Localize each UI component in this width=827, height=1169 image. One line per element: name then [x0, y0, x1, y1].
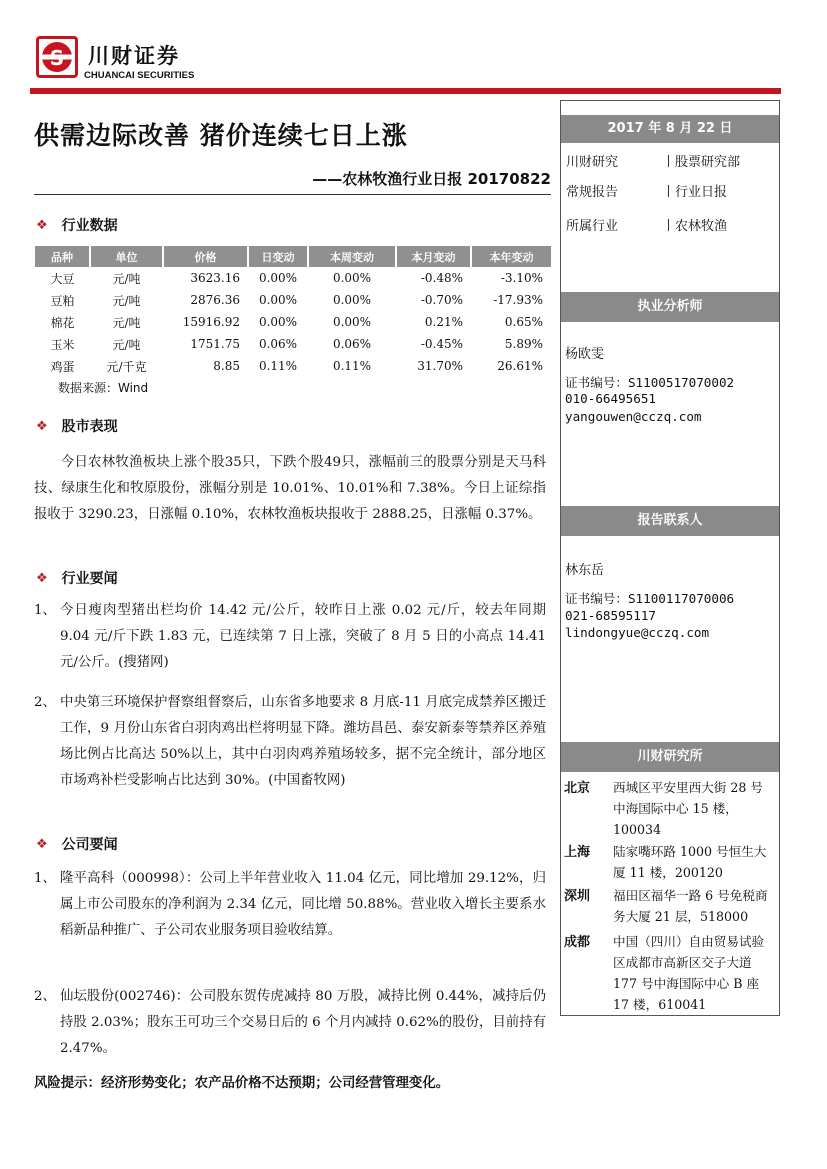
contact-email: lindongyue@cczq.com — [565, 625, 710, 640]
diamond-bullet-icon: ❖ — [36, 418, 48, 434]
office-city: 北京 — [564, 781, 591, 796]
analyst-cert: 证书编号：S1100517070002 — [565, 375, 735, 390]
meta-row-research — [566, 151, 741, 170]
institute-heading: 川财研究所 — [561, 742, 779, 772]
table-cell: -0.70% — [420, 293, 463, 307]
table-cell: 31.70% — [417, 359, 463, 373]
table-cell: -17.93% — [493, 293, 543, 307]
meta-value: 丨农林牧渔 — [662, 219, 728, 234]
meta-label: 常规报告 — [566, 185, 619, 200]
table-cell: 元/吨 — [112, 293, 141, 308]
section-heading-market: ❖ 股市表现 — [36, 418, 118, 435]
table-cell: 15916.92 — [182, 315, 240, 329]
table-cell: 0.21% — [424, 315, 463, 329]
office-city: 上海 — [564, 845, 591, 860]
list-item-number: 2、 — [34, 989, 56, 1004]
table-cell: 大豆 — [50, 271, 75, 286]
list-item — [34, 984, 546, 1062]
analyst-heading: 执业分析师 — [561, 292, 779, 322]
svg-text:S: S — [49, 46, 65, 70]
table-row — [35, 355, 551, 377]
office-city: 成都 — [564, 935, 591, 950]
list-item-text: 中央第三环境保护督察组督察后，山东省多地要求 8 月底-11 月底完成禁养区搬迁工作，9 月份山东省白羽肉鸡出栏将明显下降。潍坊昌邑、泰安新泰等禁养区养殖场比例占比高达 50%以上，其中白羽肉鸡养殖场较多，据不完全统计，部分地区市场鸡补栏受影响占比达到 30%。(中国畜牧网) — [60, 695, 546, 788]
analyst-name: 杨欧雯 — [565, 347, 605, 362]
section-heading-company-news: ❖ 公司要闻 — [36, 836, 118, 853]
table-cell: 0.00% — [332, 315, 372, 329]
diamond-bullet-icon: ❖ — [36, 217, 48, 233]
brand-logo-icon — [36, 36, 78, 78]
contact-heading: 报告联系人 — [561, 506, 779, 536]
meta-label: 所属行业 — [566, 219, 619, 234]
table-cell: -3.10% — [500, 271, 543, 285]
table-cell: 元/吨 — [112, 337, 141, 352]
list-item-number: 2、 — [34, 695, 56, 710]
table-cell: 0.65% — [504, 315, 543, 329]
table-cell: 0.11% — [258, 359, 298, 373]
report-subtitle: ——农林牧渔行业日报 20170822 — [312, 170, 551, 188]
list-item-number: 1、 — [34, 871, 56, 886]
analyst-phone: 010-66495651 — [565, 391, 656, 406]
office-address: 西城区平安里西大街 28 号中海国际中心 15 楼，100034 — [613, 780, 763, 837]
office-address: 福田区福华一路 6 号免税商务大厦 21 层，518000 — [613, 888, 768, 924]
table-header-cell: 价格 — [163, 246, 248, 267]
list-item-text: 仙坛股份(002746)：公司股东贺传虎减持 80 万股，减持比例 0.44%，减持后仍持股 2.03%；股东王可功三个交易日后的 6 个月内减持 0.62%的股份，目前持有 2.47%。 — [60, 989, 546, 1056]
table-header-cell: 日变动 — [248, 246, 308, 267]
table-row — [35, 289, 551, 311]
table-row — [35, 311, 551, 333]
meta-label: 川财研究 — [566, 155, 619, 170]
meta-value: 丨股票研究部 — [662, 155, 741, 170]
office-address: 中国（四川）自由贸易试验区成都市高新区交子大道 177 号中海国际中心 B 座 17 楼，610041 — [613, 934, 765, 1012]
table-cell: 3623.16 — [190, 271, 240, 285]
brand-name-en: CHUANCAI SECURITIES — [84, 70, 195, 81]
table-cell: 0.00% — [258, 271, 298, 285]
header-divider — [30, 88, 781, 94]
brand-name: 川财证券 — [88, 44, 180, 68]
table-cell: 鸡蛋 — [50, 359, 75, 374]
report-title: 供需边际改善 猪价连续七日上涨 — [34, 121, 408, 150]
table-cell: 2876.36 — [190, 293, 240, 307]
sidebar — [560, 100, 780, 1016]
market-paragraph: 今日农林牧渔板块上涨个股35只，下跌个股49只，涨幅前三的股票分别是天马科技、绿康生化和牧原股份，涨幅分别是 10.01%、10.01%和 7.38%。今日上证综指报收于 3290.23，日涨幅 0.10%，农林牧渔板块报收于 2888.25，日涨幅 0.37%。 — [34, 455, 546, 522]
meta-value: 丨行业日报 — [662, 185, 728, 200]
list-item-text: 今日瘦肉型猪出栏均价 14.42 元/公斤，较昨日上涨 0.02 元/斤，较去年同期 9.04 元/斤下跌 1.83 元，已连续第 7 日上涨，突破了 8 月 5 日的小高点 14.41 元/公斤。(搜猪网) — [60, 603, 546, 670]
table-cell: 0.06% — [332, 337, 372, 351]
table-cell: 0.00% — [258, 315, 298, 329]
list-item-text: 隆平高科（000998）：公司上半年营业收入 11.04 亿元，同比增加 29.12%，归属上市公司股东的净利润为 2.34 亿元，同比增 50.88%。营业收入增长主要系水稻新品种推广、子公司农业服务项目验收结算。 — [60, 871, 546, 938]
list-item — [34, 598, 546, 676]
office-city: 深圳 — [564, 889, 591, 904]
section-heading-industry-news: ❖ 行业要闻 — [36, 570, 118, 587]
table-cell: 26.61% — [497, 359, 543, 373]
table-header-row — [35, 246, 551, 267]
table-header-cell: 本月变动 — [396, 246, 471, 267]
table-cell: 0.11% — [332, 359, 372, 373]
table-cell: 元/吨 — [112, 271, 141, 286]
table-cell: 元/千克 — [106, 359, 147, 374]
list-item — [34, 866, 546, 944]
risk-warning: 风险提示：经济形势变化；农产品价格不达预期；公司经营管理变化。 — [34, 1076, 450, 1091]
table-cell: 1751.75 — [190, 337, 240, 351]
table-row — [35, 267, 551, 289]
table-cell: 0.00% — [332, 293, 372, 307]
table-cell: 玉米 — [50, 337, 75, 352]
table-cell: -0.45% — [420, 337, 463, 351]
table-source-note: 数据来源：Wind — [58, 381, 149, 395]
diamond-bullet-icon: ❖ — [36, 570, 48, 586]
table-cell: 0.06% — [258, 337, 298, 351]
table-header-cell: 单位 — [90, 246, 163, 267]
title-divider — [34, 194, 551, 195]
contact-cert: 证书编号：S1100117070006 — [565, 591, 735, 606]
table-cell: 棉花 — [50, 315, 75, 330]
table-cell: 0.00% — [258, 293, 298, 307]
diamond-bullet-icon: ❖ — [36, 836, 48, 852]
commodity-price-table — [35, 246, 551, 377]
table-row — [35, 333, 551, 355]
table-header-cell: 本周变动 — [308, 246, 396, 267]
section-heading-industry-data: ❖ 行业数据 — [36, 217, 118, 234]
table-cell: 豆粕 — [50, 293, 75, 308]
list-item — [34, 690, 546, 794]
analyst-email: yangouwen@cczq.com — [565, 409, 702, 424]
contact-phone: 021-68595117 — [565, 608, 656, 623]
meta-row-report-type — [566, 181, 728, 200]
table-header-cell: 品种 — [35, 246, 90, 267]
table-cell: 8.85 — [213, 359, 240, 373]
list-item-number: 1、 — [34, 603, 56, 618]
office-address: 陆家嘴环路 1000 号恒生大厦 11 楼，200120 — [613, 844, 767, 880]
table-header-cell: 本年变动 — [471, 246, 551, 267]
table-cell: -0.48% — [420, 271, 463, 285]
table-cell: 0.00% — [332, 271, 372, 285]
table-cell: 元/吨 — [112, 315, 141, 330]
contact-name: 林东岳 — [565, 563, 605, 578]
meta-row-industry — [566, 215, 728, 234]
table-cell: 5.89% — [504, 337, 543, 351]
report-date: 2017 年 8 月 22 日 — [561, 115, 779, 143]
